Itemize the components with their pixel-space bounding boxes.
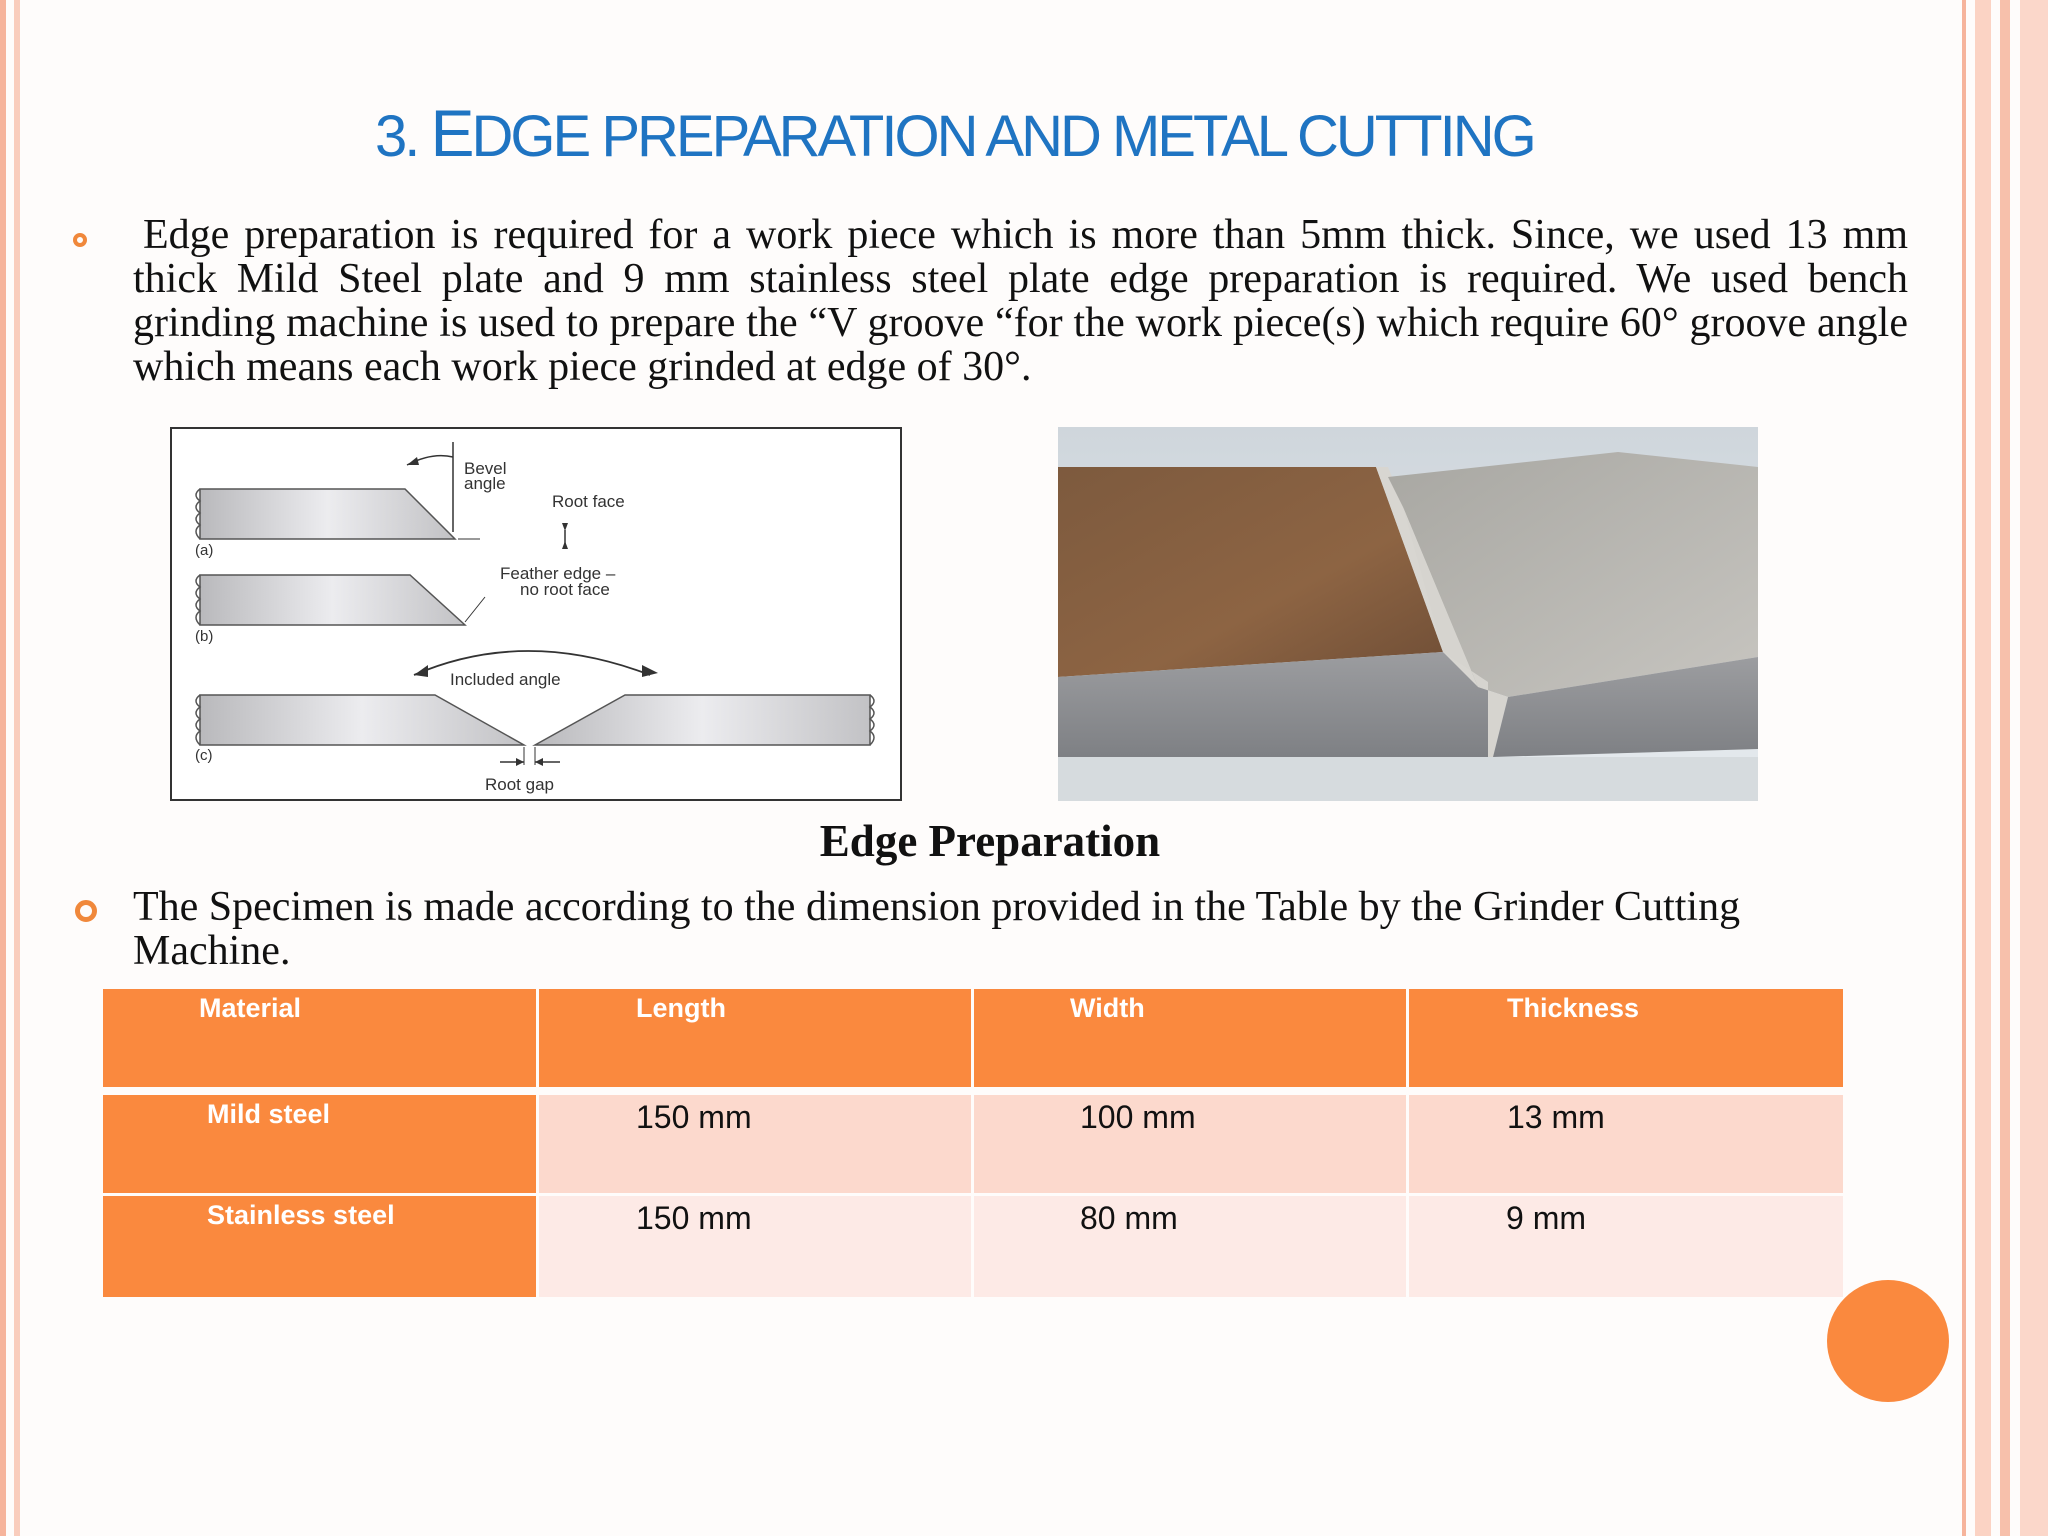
diagram-feather-label-2: no root face bbox=[520, 580, 610, 599]
table-cell: 150 mm bbox=[539, 1095, 971, 1193]
edge-preparation-diagram bbox=[170, 427, 902, 801]
table-cell: 13 mm bbox=[1409, 1095, 1843, 1193]
title-first-letter: E bbox=[430, 96, 472, 170]
diagram-included-angle-label: Included angle bbox=[450, 670, 561, 689]
paragraph-specimen: The Specimen is made according to the dimension provided in the Table by the Grinder Cutting Machine. bbox=[133, 884, 1741, 974]
table-header-cell: Material bbox=[103, 989, 536, 1087]
paragraph-edge-preparation: Edge preparation is required for a work piece which is more than 5mm thick. Since, we used 13 mm thick Mild Steel plate and 9 mm stainless steel plate edge preparation is required. We used bench grinding machine is used to prepare the “V groove “for the work piece(s) which require 60° groove angle which means each work piece grinded at edge of 30°. bbox=[133, 212, 1908, 390]
table-header-cell: Width bbox=[974, 989, 1406, 1087]
diagram-label-a: (a) bbox=[195, 542, 214, 559]
dimensions-table bbox=[103, 989, 1843, 1297]
figure-caption: Edge Preparation bbox=[819, 816, 1161, 866]
page-title bbox=[375, 95, 1575, 171]
bullet-icon bbox=[75, 900, 97, 922]
edge-preparation-photo bbox=[1058, 427, 1758, 801]
right-border-stripe bbox=[1962, 0, 1966, 1536]
diagram-root-face-label: Root face bbox=[552, 492, 625, 511]
right-border-band-3 bbox=[2020, 0, 2048, 1536]
left-border-stripe bbox=[0, 0, 6, 1536]
diagram-root-gap-label: Root gap bbox=[485, 775, 554, 794]
table-row-header: Mild steel bbox=[103, 1095, 536, 1193]
bullet-icon bbox=[73, 233, 87, 247]
diagram-feather-label-1: Feather edge – bbox=[500, 564, 616, 583]
table-cell: 80 mm bbox=[974, 1196, 1406, 1297]
diagram-bevel-label-2: angle bbox=[464, 474, 506, 493]
table-cell: 150 mm bbox=[539, 1196, 971, 1297]
left-border-stripe-inner bbox=[14, 0, 20, 1536]
right-border-band bbox=[1975, 0, 1991, 1536]
table-cell: 9 mm bbox=[1409, 1196, 1843, 1297]
title-rest: DGE PREPARATION AND METAL CUTTING bbox=[471, 104, 1534, 169]
title-number: 3. bbox=[375, 104, 418, 169]
diagram-bevel-label-1: Bevel bbox=[464, 459, 507, 478]
table-row-header: Stainless steel bbox=[103, 1196, 536, 1297]
table-cell: 100 mm bbox=[974, 1095, 1406, 1193]
table-header-cell: Length bbox=[539, 989, 971, 1087]
diagram-label-c: (c) bbox=[195, 747, 213, 764]
diagram-label-b: (b) bbox=[195, 628, 214, 645]
table-header-cell: Thickness bbox=[1409, 989, 1843, 1087]
right-border-band-2 bbox=[2000, 0, 2010, 1536]
decorative-circle bbox=[1827, 1280, 1949, 1402]
